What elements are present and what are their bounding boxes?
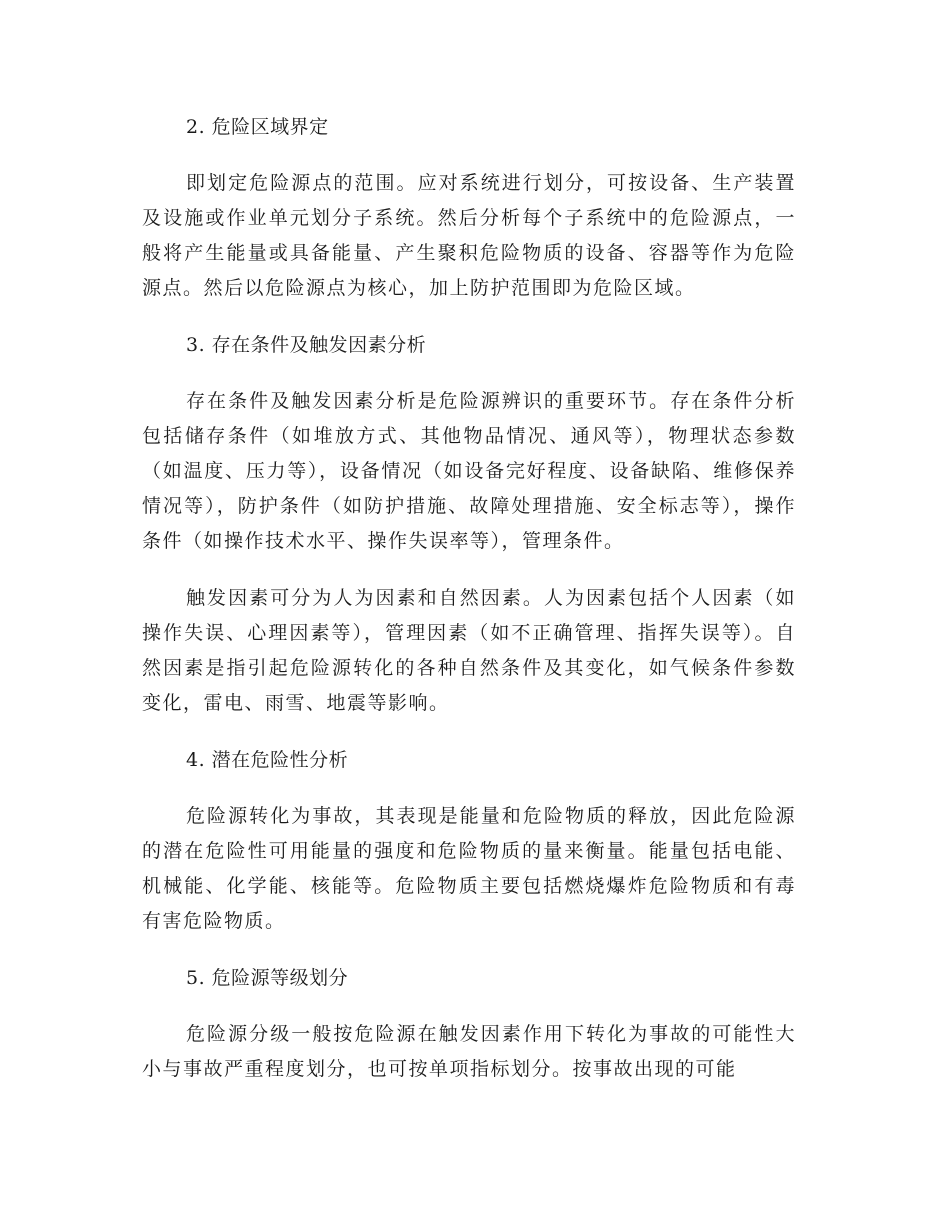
section-5-paragraph-1: 危险源分级一般按危险源在触发因素作用下转化为事故的可能性大小与事故严重程度划分，也可按单项指标划分。按事故出现的可能 (142, 1023, 796, 1080)
section-heading-3: 3. 存在条件及触发因素分析 (186, 334, 427, 356)
section-3-paragraph-1: 存在条件及触发因素分析是危险源辨识的重要环节。存在条件分析包括储存条件（如堆放方式、其他物品情况、通风等），物理状态参数（如温度、压力等），设备情况（如设备完好程度、设备缺陷、维修保养情况等），防护条件（如防护措施、故障处理措施、安全标志等），操作条件（如操作技术水平、操作失误率等），管理条件。 (142, 390, 796, 552)
section-3-paragraph-2: 触发因素可分为人为因素和自然因素。人为因素包括个人因素（如操作失误、心理因素等），管理因素（如不正确管理、指挥失误等）。自然因素是指引起危险源转化的各种自然条件及其变化，如气候条件参数变化，雷电、雨雪、地震等影响。 (142, 587, 796, 714)
section-heading-4: 4. 潜在危险性分析 (186, 749, 349, 771)
section-heading-2: 2. 危险区域界定 (186, 116, 329, 138)
document-body (142, 110, 796, 1109)
section-4-paragraph-1: 危险源转化为事故，其表现是能量和危险物质的释放，因此危险源的潜在危险性可用能量的强度和危险物质的量来衡量。能量包括电能、机械能、化学能、核能等。危险物质主要包括燃烧爆炸危险物质和有毒有害危险物质。 (142, 805, 796, 932)
section-heading-5: 5. 危险源等级划分 (186, 967, 349, 989)
section-2-paragraph-1: 即划定危险源点的范围。应对系统进行划分，可按设备、生产装置及设施或作业单元划分子系统。然后分析每个子系统中的危险源点，一般将产生能量或具备能量、产生聚积危险物质的设备、容器等作为危险源点。然后以危险源点为核心，加上防护范围即为危险区域。 (142, 172, 796, 299)
